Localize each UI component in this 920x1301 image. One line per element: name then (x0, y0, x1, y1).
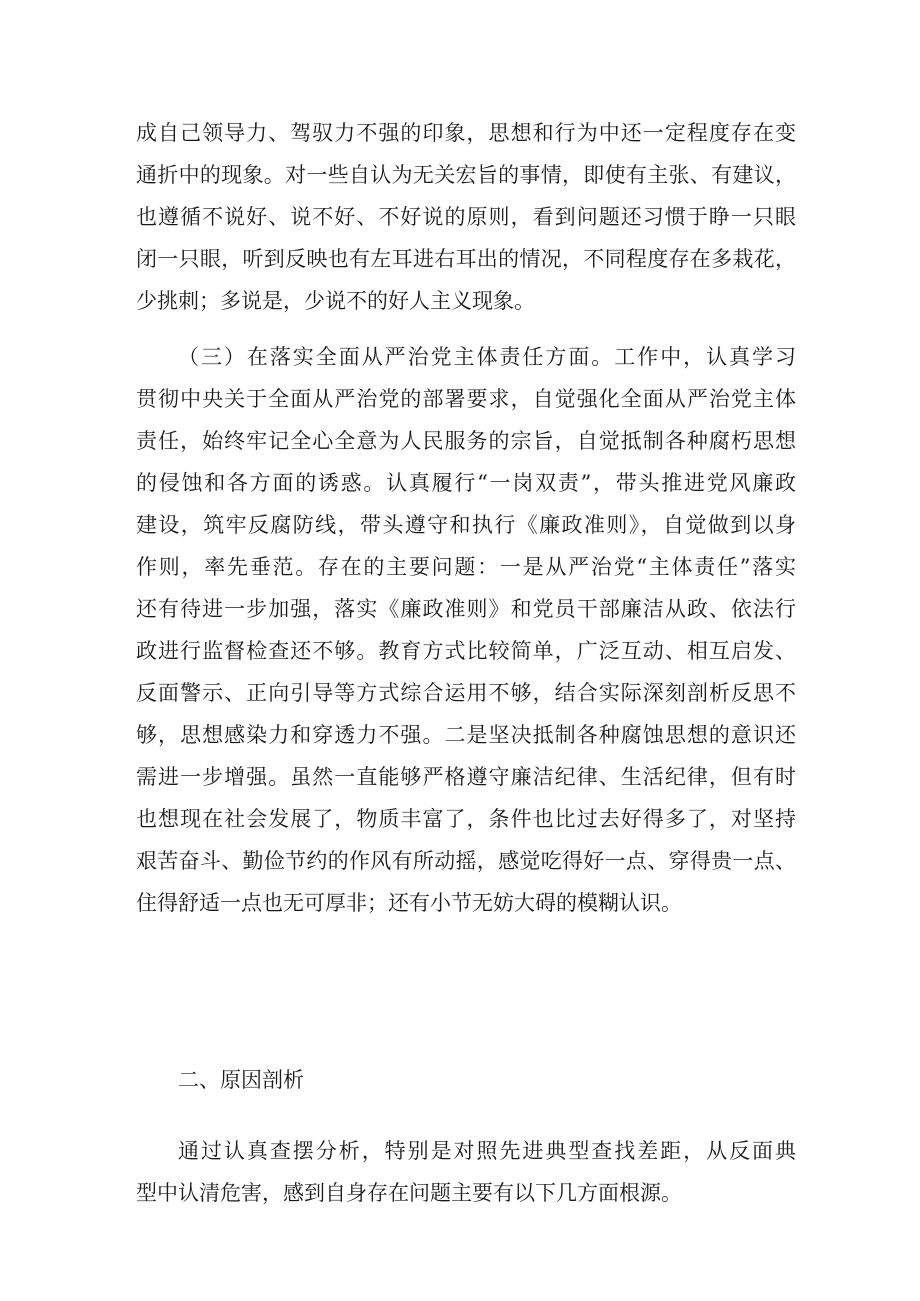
paragraph-line: 反面警示、正向引导等方式综合运用不够，结合实际深刻剖析反思不 (136, 681, 796, 705)
paragraph-line: 少挑刺；多说是，少说不的好人主义现象。 (136, 289, 535, 313)
paragraph-line: 的侵蚀和各方面的诱惑。认真履行“一岗双责”，带头推进党风廉政 (136, 471, 796, 495)
paragraph-1 (136, 112, 796, 322)
paragraph-line: 艰苦奋斗、勤俭节约的作风有所动摇，感觉吃得好一点、穿得贵一点、 (136, 849, 796, 873)
paragraph-line: 需进一步增强。虽然一直能够严格遵守廉洁纪律、生活纪律，但有时 (136, 765, 796, 789)
paragraph-line: 作则，率先垂范。存在的主要问题：一是从严治党“主体责任”落实 (136, 555, 796, 579)
paragraph-line: 够，思想感染力和穿透力不强。二是坚决抵制各种腐蚀思想的意识还 (136, 723, 796, 747)
paragraph-line: 成自己领导力、驾驭力不强的印象，思想和行为中还一定程度存在变 (136, 121, 796, 145)
paragraph-line: 还有待进一步加强，落实《廉政准则》和党员干部廉洁从政、依法行 (136, 597, 796, 621)
paragraph-line: 型中认清危害，感到自身存在问题主要有以下几方面根源。 (136, 1181, 682, 1205)
paragraph-line: 建设，筑牢反腐防线，带头遵守和执行《廉政准则》，自觉做到以身 (136, 513, 796, 537)
paragraph-line: （三）在落实全面从严治党主体责任方面。工作中，认真学习 (178, 345, 796, 369)
paragraph-line: 通折中的现象。对一些自认为无关宏旨的事情，即使有主张、有建议， (136, 163, 796, 187)
paragraph-line: 也想现在社会发展了，物质丰富了，条件也比过去好得多了，对坚持 (136, 807, 796, 831)
paragraph-line: 住得舒适一点也无可厚非；还有小节无妨大碍的模糊认识。 (136, 891, 682, 915)
paragraph-line: 也遵循不说好、说不好、不好说的原则，看到问题还习惯于睁一只眼 (136, 205, 796, 229)
paragraph-2 (136, 336, 796, 924)
section-heading: 二、原因剖析 (178, 1068, 304, 1092)
paragraph-3 (136, 1130, 796, 1214)
paragraph-line: 责任，始终牢记全心全意为人民服务的宗旨，自觉抵制各种腐朽思想 (136, 429, 796, 453)
paragraph-line: 贯彻中央关于全面从严治党的部署要求，自觉强化全面从严治党主体 (136, 387, 796, 411)
paragraph-line: 闭一只眼，听到反映也有左耳进右耳出的情况，不同程度存在多栽花， (136, 247, 796, 271)
paragraph-line: 通过认真查摆分析，特别是对照先进典型查找差距，从反面典 (178, 1139, 796, 1163)
paragraph-line: 政进行监督检查还不够。教育方式比较简单，广泛互动、相互启发、 (136, 639, 796, 663)
